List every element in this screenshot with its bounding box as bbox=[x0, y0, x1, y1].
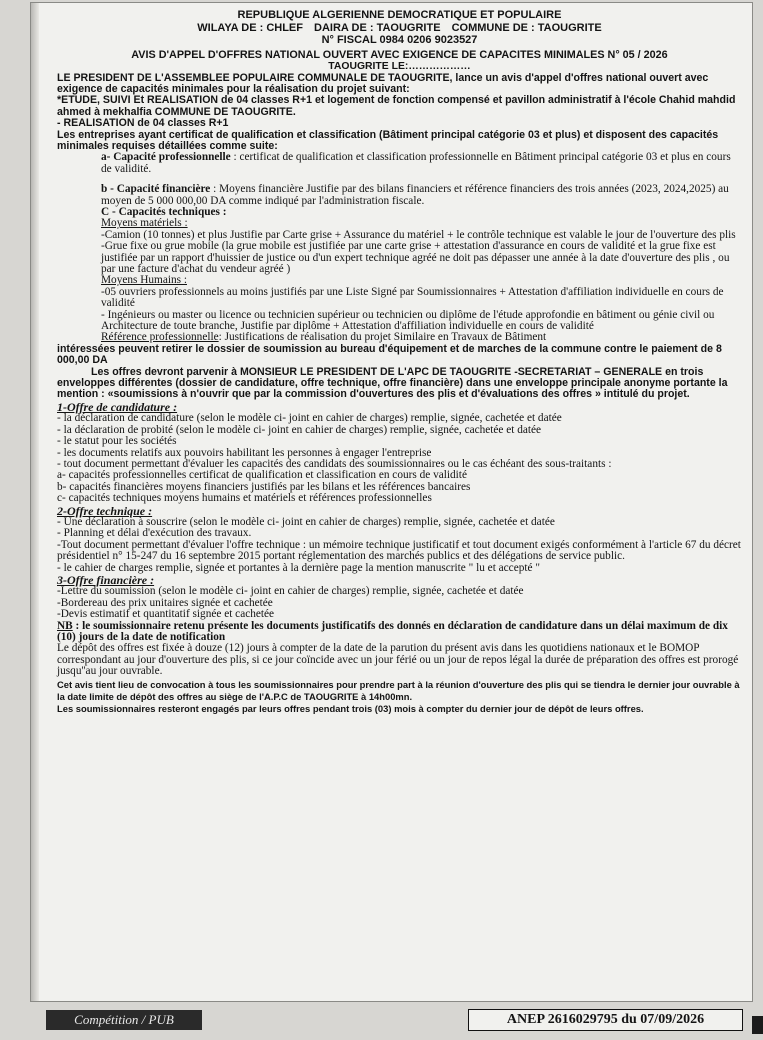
daira-label: DAIRA DE : TAOUGRITE bbox=[314, 21, 441, 34]
fiscal-number: N° FISCAL 0984 0206 9023527 bbox=[321, 34, 478, 46]
commune-label: COMMUNE DE : TAOUGRITE bbox=[451, 21, 602, 34]
nb-paragraph bbox=[57, 621, 742, 644]
capacity-financial-label: b - Capacité financière bbox=[101, 183, 211, 196]
technical-offer-list bbox=[57, 517, 742, 574]
notice-sheet bbox=[30, 2, 753, 1002]
candidature-item: - tout document permettant d'évaluer les capacités des candidats des soumissionnaires ou le cas échéant des sous-traitants : bbox=[57, 457, 612, 470]
capacity-financial-text: : Moyens financière Justifie par des bilans financiers et référence financiers des trois années (2023, 2024,2025) au moyen de 5 000 000,00 DA comme indiqué par l'administration fiscale. bbox=[101, 183, 729, 207]
professional-reference-text: : Justifications de réalisation du projet Similaire en Travaux de Bâtiment bbox=[218, 331, 547, 344]
financial-offer-title: 3-Offre financière : bbox=[57, 572, 155, 587]
candidature-item: - les documents relatifs aux pouvoirs habilitant les personnes à engager l'entreprise bbox=[57, 446, 432, 459]
technical-offer-item: - le cahier de charges remplie, signée et portantes à la dernière page la mention manuscrite " lu et accepté " bbox=[57, 561, 540, 574]
page-edge-marker bbox=[752, 1016, 763, 1034]
deposit-deadline: Le dépôt des offres est fixée à douze (12) jours à compter de la date de la parution du présent avis dans les quotidiens nationaux et le BOMOP correspondant au jour d'ouverture des plis, si ce jour coïncide avec un jour férié ou un jour de repos légal la durée de préparation des offres est prorogé jusqu''au jour ouvrable. bbox=[57, 642, 739, 678]
human-means-engineers: - Ingénieurs ou master ou licence ou technicien supérieur ou technicien ou diplôme de l'étude approfondie en bâtiment ou génie civil ou Architecture de toute branche, Justifie par diplôme + Attestation d'affiliation individuelle en cours de validité bbox=[101, 308, 715, 333]
technical-offer-title: 2-Offre technique : bbox=[57, 503, 153, 518]
material-means-crane: -Grue fixe ou grue mobile (la grue mobile est justifiée par une carte grise + attestation d'assurance en cours de validité et la grue fixe est justifiée par un rapport d'huissier de justice ou d'un expert technique agréé ne doit pas dépasser une année à la date d'ouverture des plis , ou par une facture d'achat du vendeur agréé ) bbox=[101, 240, 730, 275]
technical-offer-item: - Planning et délai d'exécution des travaux. bbox=[57, 527, 252, 540]
capacity-professional-label: a- Capacité professionnelle bbox=[101, 151, 231, 164]
convocation-paragraph: Cet avis tient lieu de convocation à tous les soumissionnaires pour prendre part à la réunion d'ouverture des plis qui se tiendra le dernier jour ouvrable à la date limite de dépôt des offres au siège de l'A.P.C de TAOUGRITE à 14h00mn. bbox=[57, 678, 740, 702]
candidature-item: c- capacités techniques moyens humains et matériels et références professionnelles bbox=[57, 492, 432, 505]
candidature-item: b- capacités financières moyens financiers justifiés par les bilans et les références bancaires bbox=[57, 480, 471, 493]
header-line-admin bbox=[57, 22, 742, 35]
capacity-technical-label: C - Capacités techniques : bbox=[101, 205, 227, 218]
capacity-professional-text: : certificat de qualification et classification professionnelle en Bâtiment principal catégorie 03 et plus en cours de validité. bbox=[101, 151, 731, 175]
anep-reference: ANEP 2616029795 du 07/09/2026 bbox=[468, 1009, 743, 1031]
financial-offer-list bbox=[57, 586, 742, 620]
wilaya-label: WILAYA DE : CHLEF bbox=[197, 21, 303, 34]
intro-paragraph: LE PRESIDENT DE L'ASSEMBLEE POPULAIRE COMMUNALE DE TAOUGRITE, lance un avis d'appel d'offres national ouvert avec exigence de capacités minimales pour la réalisation du projet suivant: bbox=[57, 71, 709, 95]
republic-title: REPUBLIQUE ALGERIENNE DEMOCRATIQUE ET POPULAIRE bbox=[237, 9, 562, 21]
candidature-item: - la déclaration de probité (selon le modèle ci- joint en cahier de charges) remplie, signée, cachetée et datée bbox=[57, 423, 542, 436]
nb-label: NB bbox=[57, 619, 73, 632]
material-means-truck: -Camion (10 tonnes) et plus Justifie par Carte grise + Assurance du matériel + le contrôle technique est valable le jour de l'ouverture des plis bbox=[101, 228, 736, 241]
engagement-paragraph: Les soumissionnaires resteront engagés par leurs offres pendant trois (03) mois à compter du dernier jour de dépôt de leurs offres. bbox=[57, 702, 644, 714]
submission-paragraph: Les offres devront parvenir à MONSIEUR LE PRESIDENT DE L'APC DE TAOUGRITE -SECRETARIAT – GENERALE en trois enveloppes différentes (dossier de candidature, offre technique, offre financière) dans une enveloppe principale anonyme portante la mention : «soumissions à n'ouvrir que par la commission d'ouvertures des plis et d'évaluations des offres » intitulé du projet. bbox=[57, 365, 728, 401]
financial-offer-item: -Devis estimatif et quantitatif signée et cachetée bbox=[57, 608, 275, 621]
dossier-withdrawal: intéressées peuvent retirer le dossier de soumission au bureau d'équipement et de marches de la commune contre le paiement de 8 000,00 DA bbox=[57, 342, 722, 367]
human-means-label: Moyens Humains : bbox=[101, 274, 187, 287]
capacity-professional bbox=[57, 152, 742, 175]
publication-category: Compétition / PUB bbox=[46, 1010, 202, 1030]
technical-offer-item: - Une déclaration à souscrire (selon le modèle ci- joint en cahier de charges) remplie, signée, cachetée et datée bbox=[57, 515, 555, 528]
candidature-item: a- capacités professionnelles certificat de qualification et classification en cours de validité bbox=[57, 469, 467, 482]
material-means-label: Moyens matériels : bbox=[101, 217, 188, 230]
technical-offer-item: -Tout document permettant d'évaluer l'offre technique : un mémoire technique justificatif et tout document exigés conformément à l'article 67 du décret présidentiel n° 15-247 du 16 septembre 2015 portant réglementation des marchés publics et des délégations de service public. bbox=[57, 538, 741, 563]
human-means-workers: -05 ouvriers professionnels au moins justifiés par une Liste Signé par Soumissionnaires + Attestation d'affiliation individuelle en cours de validité bbox=[101, 285, 724, 310]
professional-reference-label: Référence professionnelle bbox=[101, 331, 219, 344]
project-lot: - REALISATION de 04 classes R+1 bbox=[57, 117, 229, 130]
header bbox=[57, 9, 742, 47]
candidature-title: 1-Offre de candidature : bbox=[57, 399, 178, 414]
candidature-list bbox=[57, 413, 742, 504]
nb-text: : le soumissionnaire retenu présente les documents justificatifs des donnés en déclaration de candidature dans un délai maximum de dix (10) jours de la date de notification bbox=[57, 619, 728, 643]
candidature-item: - la déclaration de candidature (selon le modèle ci- joint en cahier de charges) remplie, signée, cachetée et datée bbox=[57, 412, 562, 425]
place-date: TAOUGRITE LE:……………… bbox=[328, 60, 471, 72]
candidature-item: - le statut pour les sociétés bbox=[57, 435, 177, 448]
project-description: *ETUDE, SUIVI Et REALISATION de 04 classes R+1 et logement de fonction compensé et pavillon administratif à l'école Chahid mahdid ahmed à mekhalfia COMMUNE DE TAOUGRITE. bbox=[57, 94, 736, 118]
capacity-financial bbox=[57, 184, 742, 207]
financial-offer-item: -Lettre du soumission (selon le modèle ci- joint en cahier de charges) remplie, signée, cachetée et datée bbox=[57, 585, 524, 598]
financial-offer-item: -Bordereau des prix unitaires signée et cachetée bbox=[57, 596, 273, 609]
eligibility-paragraph: Les entreprises ayant certificat de qualification et classification (Bâtiment principal catégorie 03 et plus) et disposent des capacités minimales requises détaillées comme suite: bbox=[57, 128, 719, 152]
notice-title: AVIS D'APPEL D'OFFRES NATIONAL OUVERT AVEC EXIGENCE DE CAPACITES MINIMALES N° 05 / 2026 bbox=[131, 48, 668, 61]
